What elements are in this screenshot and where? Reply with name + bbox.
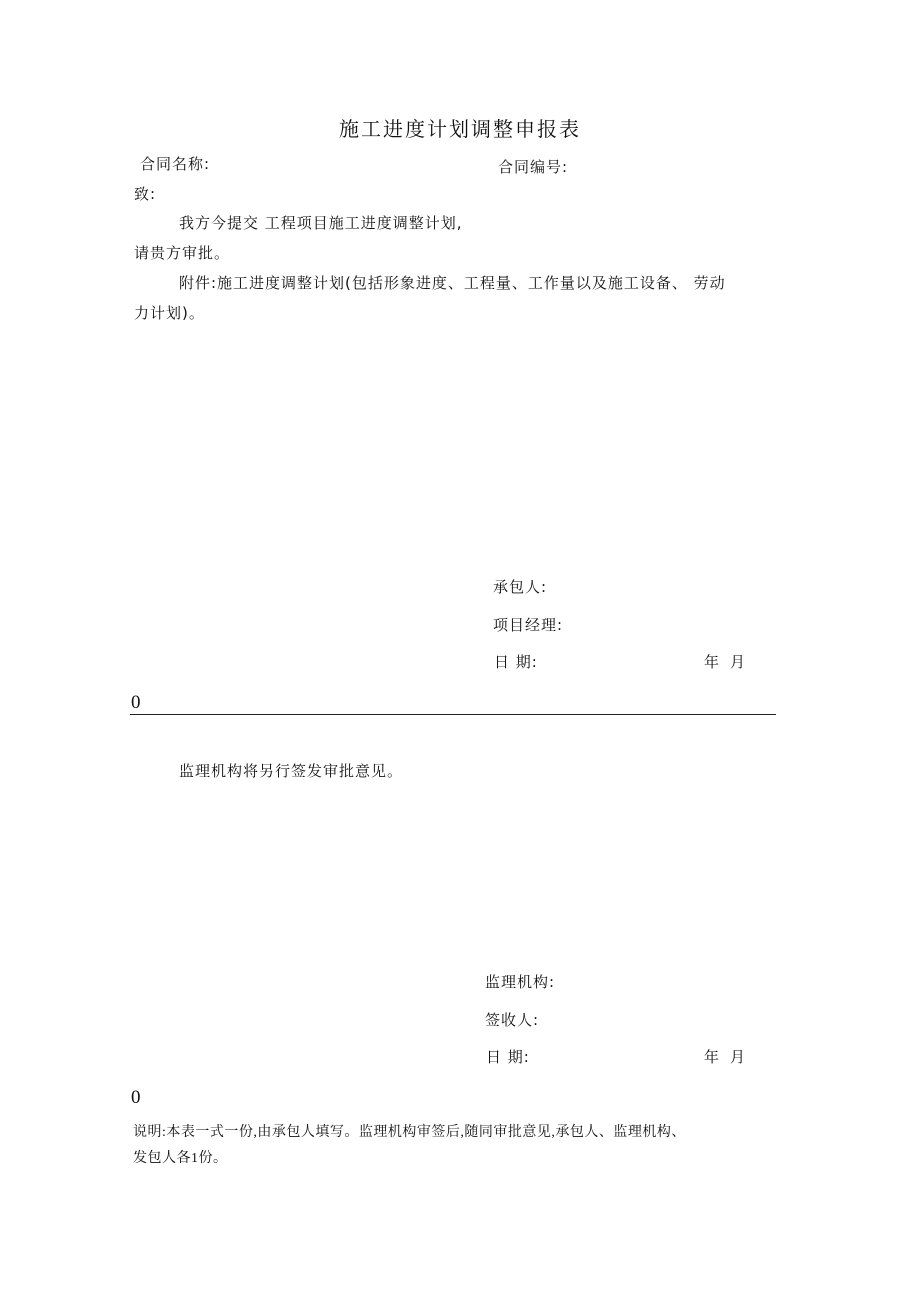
attachment-text-line1: 附件:施工进度调整计划(包括形象进度、工程量、工作量以及施工设备、 劳动 bbox=[179, 274, 726, 292]
contractor-date-label: 日 期: bbox=[494, 653, 538, 671]
supervision-agency-label: 监理机构: bbox=[485, 973, 556, 991]
supervision-notice: 监理机构将另行签发审批意见。 bbox=[179, 762, 404, 780]
section-divider bbox=[130, 714, 776, 715]
contractor-year-label: 年 bbox=[704, 653, 721, 671]
receiver-label: 签收人: bbox=[485, 1011, 540, 1029]
attachment-text-line2: 力计划)。 bbox=[134, 304, 205, 322]
section-mark-2: 0 bbox=[131, 1087, 141, 1108]
contractor-label: 承包人: bbox=[493, 578, 548, 596]
supervision-date-label: 日 期: bbox=[486, 1048, 530, 1066]
footnote-line2: 发包人各1份。 bbox=[133, 1151, 228, 1166]
contract-name-label: 合同名称: bbox=[140, 155, 211, 173]
supervision-year-label: 年 bbox=[704, 1048, 721, 1066]
submission-text: 我方今提交 工程项目施工进度调整计划, bbox=[179, 214, 463, 232]
supervision-month-label: 月 bbox=[730, 1048, 747, 1066]
document-title: 施工进度计划调整申报表 bbox=[339, 117, 581, 141]
section-mark-1: 0 bbox=[131, 692, 141, 713]
project-manager-label: 项目经理: bbox=[493, 616, 564, 634]
footnote-line1: 说明:本表一式一份,由承包人填写。监理机构审签后,随同审批意见,承包人、监理机构、 bbox=[133, 1125, 686, 1140]
addressee-label: 致: bbox=[134, 185, 157, 203]
approval-request-text: 请贵方审批。 bbox=[134, 244, 231, 262]
contractor-month-label: 月 bbox=[730, 653, 747, 671]
contract-number-label: 合同编号: bbox=[498, 158, 569, 176]
